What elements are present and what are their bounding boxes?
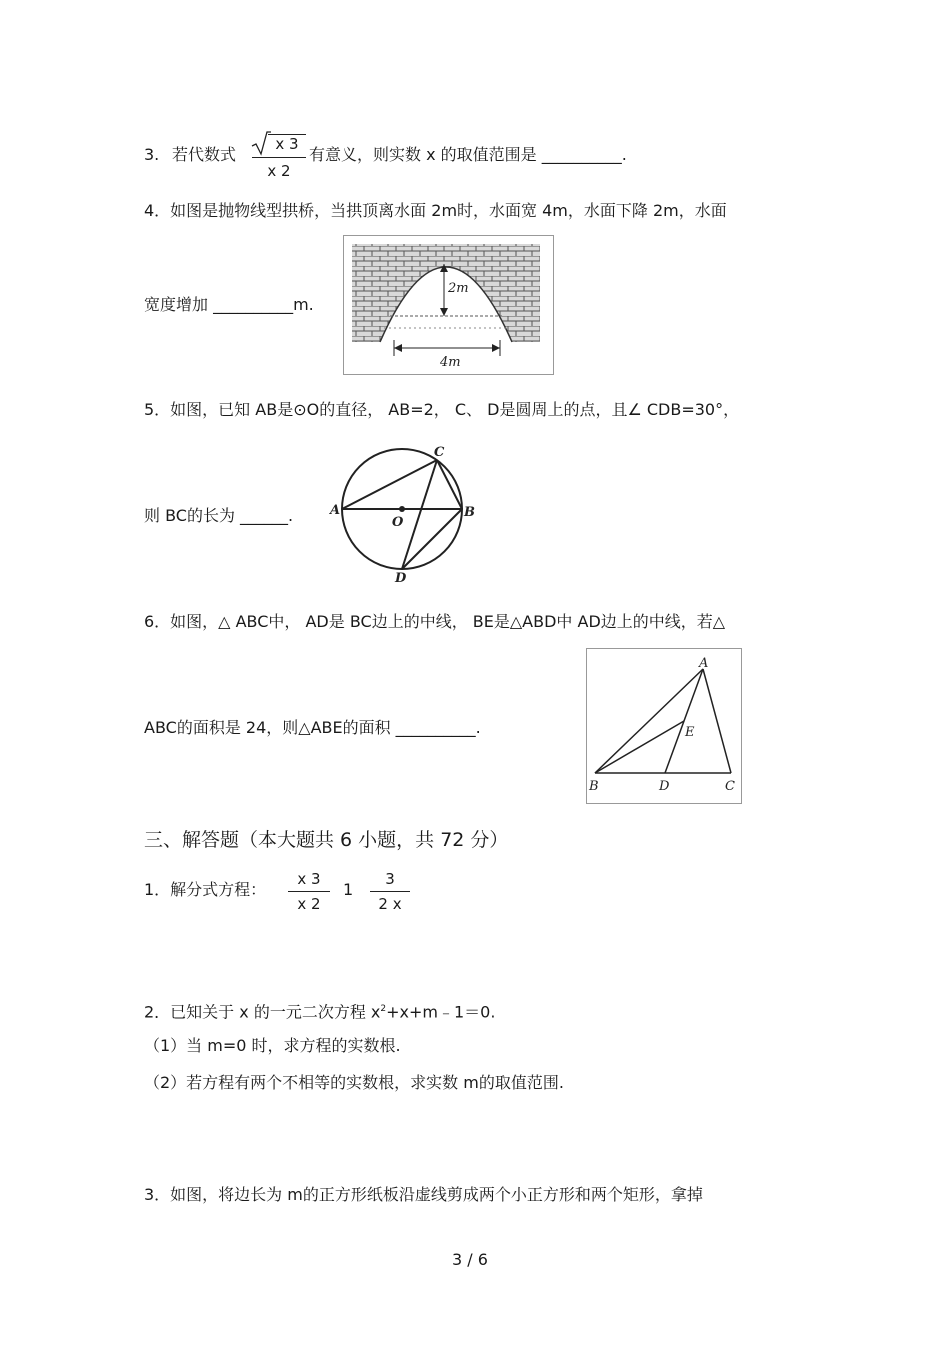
s1-frac1-bar [288,891,330,892]
tri-a-label: A [699,656,709,671]
q3-suffix: 有意义，则实数 x 的取值范围是 __________. [309,145,627,164]
s3-line1: 3．如图，将边长为 m的正方形纸板沿虚线剪成两个小正方形和两个矩形，拿掉 [144,1185,703,1204]
q3-denominator: x 2 [267,162,291,180]
q6-line1: 6．如图，△ ABC中， AD是 BC边上的中线， BE是△ABD中 AD边上的中线，若△ [144,612,726,631]
s1-prefix: 1．解分式方程： [144,880,267,899]
q4-line1: 4．如图是抛物线型拱桥，当拱顶离水面 2m时，水面宽 4m，水面下降 2m，水面 [144,201,727,220]
triangle-drawing [587,649,741,803]
section3-title: 三、解答题（本大题共 6 小题，共 72 分） [144,829,509,851]
s1-middle: 1 [343,880,354,899]
tri-d-label: D [659,779,670,794]
s2-line3: （2）若方程有两个不相等的实数根，求实数 m的取值范围. [144,1073,564,1092]
tri-e-label: E [685,725,695,740]
s2-line1 [144,999,495,1022]
s2-line1-a: 2．已知关于 x 的一元二次方程 x [144,1002,381,1022]
s1-frac1-numerator: x 3 [297,870,321,888]
arch-height-label: 2m [448,281,469,296]
s2-line2: （1）当 m=0 时，求方程的实数根. [144,1036,401,1055]
q3-number: 3. [144,145,160,164]
q5-line2: 则 BC的长为 ______. [144,506,294,525]
s1-frac2-numerator: 3 [385,870,395,888]
s2-line1-exponent: 2 [380,1004,387,1014]
page-number: 3 / 6 [452,1250,488,1269]
arch-bridge-figure [343,235,554,375]
q3-fraction-bar [252,157,306,158]
point-a-label: A [330,503,341,518]
s1-frac2-bar [370,891,410,892]
q4-line2: 宽度增加 __________m. [144,295,314,314]
triangle-figure [586,648,742,804]
point-o-label: O [392,515,404,530]
q5-line1: 5．如图，已知 AB是⊙O的直径， AB=2， C、 D是圆周上的点，且∠ CDB=30°， [144,400,740,419]
arch-bridge-drawing [344,236,553,374]
s2-line1-b: +x+m﹣1＝0. [386,1002,496,1022]
point-b-label: B [464,505,475,520]
s1-frac2-denominator: 2 x [378,895,402,913]
point-d-label: D [395,571,407,586]
q3-prefix: 若代数式 [172,145,237,164]
point-c-label: C [434,445,445,460]
arch-width-label: 4m [440,355,461,370]
q3-sqrt-content: x 3 [268,134,306,153]
s1-frac1-denominator: x 2 [297,895,321,913]
circle-figure [328,440,478,590]
tri-b-label: B [589,779,599,794]
tri-c-label: C [725,779,735,794]
q6-line2: ABC的面积是 24，则△ABE的面积 __________. [144,718,481,737]
